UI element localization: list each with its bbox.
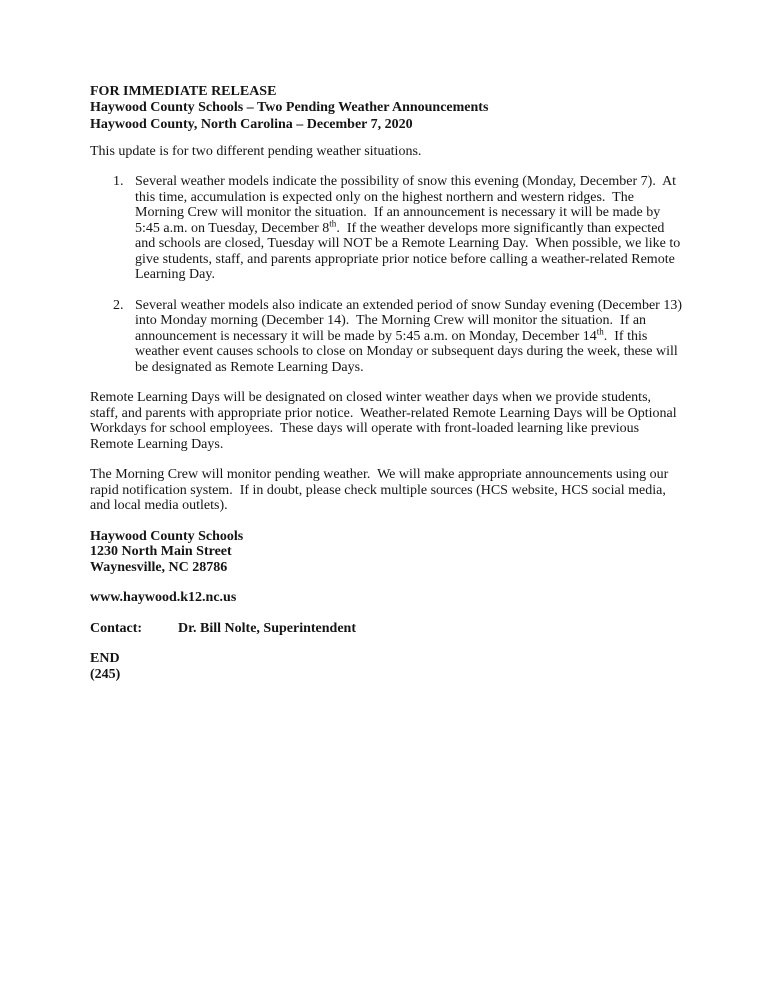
end-marker: END: [90, 651, 120, 667]
intro-paragraph: This update is for two different pending weather situations.: [90, 143, 422, 159]
ordinal-superscript: th: [596, 326, 604, 337]
release-header-line2: Haywood County Schools – Two Pending Weather Announcements: [90, 100, 489, 116]
contact-row: [90, 621, 682, 637]
list-item-text-before-sup: Several weather models indicate the possibility of snow this evening (Monday, December 7). At this time, accumulation is expected only on the highest northern and western ridges. The Morning Crew will monitor the situation. If an announcement is necessary it will be made by 5:45 a.m. on Tuesday, December 8: [135, 174, 680, 236]
website-url: www.haywood.k12.nc.us: [90, 590, 237, 606]
release-header: [90, 84, 682, 133]
organization-city: Waynesville, NC 28786: [90, 559, 228, 575]
list-item-text: [135, 297, 686, 376]
list-item-text-before-sup: Several weather models also indicate an extended period of snow Sunday evening (December 13) into Monday morning (December 14). The Morning Crew will monitor the situation. If an announcement is necessary it will be made by 5:45 a.m. on Monday, December 14: [135, 297, 686, 344]
morning-crew-paragraph: The Morning Crew will monitor pending weather. We will make appropriate announcements using our rapid notification system. If in doubt, please check multiple sources (HCS website, HCS social media, and local media outlets).: [90, 467, 672, 514]
list-item-text: [135, 174, 682, 283]
list-item-text-after-sup: . If the weather develops more significantly than expected and schools are closed, Tuesday will NOT be a Remote Learning Day. When possible, we like to give students, staff, and parents appropriate prior notice before calling a weather-related Remote Learning Day.: [135, 220, 684, 283]
organization-name: Haywood County Schools: [90, 528, 244, 544]
list-item: [90, 174, 682, 283]
release-header-line3: Haywood County, North Carolina – December 7, 2020: [90, 116, 413, 132]
list-item-text-after-sup: . If this weather event causes schools to close on Monday or subsequent days during the week, these will be designated as Remote Learning Days.: [135, 328, 682, 375]
contact-value: Dr. Bill Nolte, Superintendent: [178, 620, 356, 636]
ordinal-superscript: th: [329, 218, 337, 229]
organization-street: 1230 North Main Street: [90, 544, 232, 560]
contact-label: Contact:: [90, 620, 143, 636]
end-marker-block: [90, 651, 682, 682]
release-header-line1: FOR IMMEDIATE RELEASE: [90, 84, 277, 99]
weather-announcements-list: [90, 174, 686, 375]
list-item: [90, 297, 686, 376]
remote-learning-paragraph: Remote Learning Days will be designated on closed winter weather days when we provide students, staff, and parents with appropriate prior notice. Weather-related Remote Learning Days will be Optional Workdays for school employees. These days will operate with front-loaded learning like previous Remote Learning Days.: [90, 390, 680, 452]
word-count: (245): [90, 666, 121, 682]
list-item-number: 1.: [113, 174, 124, 190]
list-item-number: 2.: [113, 297, 124, 313]
organization-address: [90, 529, 682, 576]
